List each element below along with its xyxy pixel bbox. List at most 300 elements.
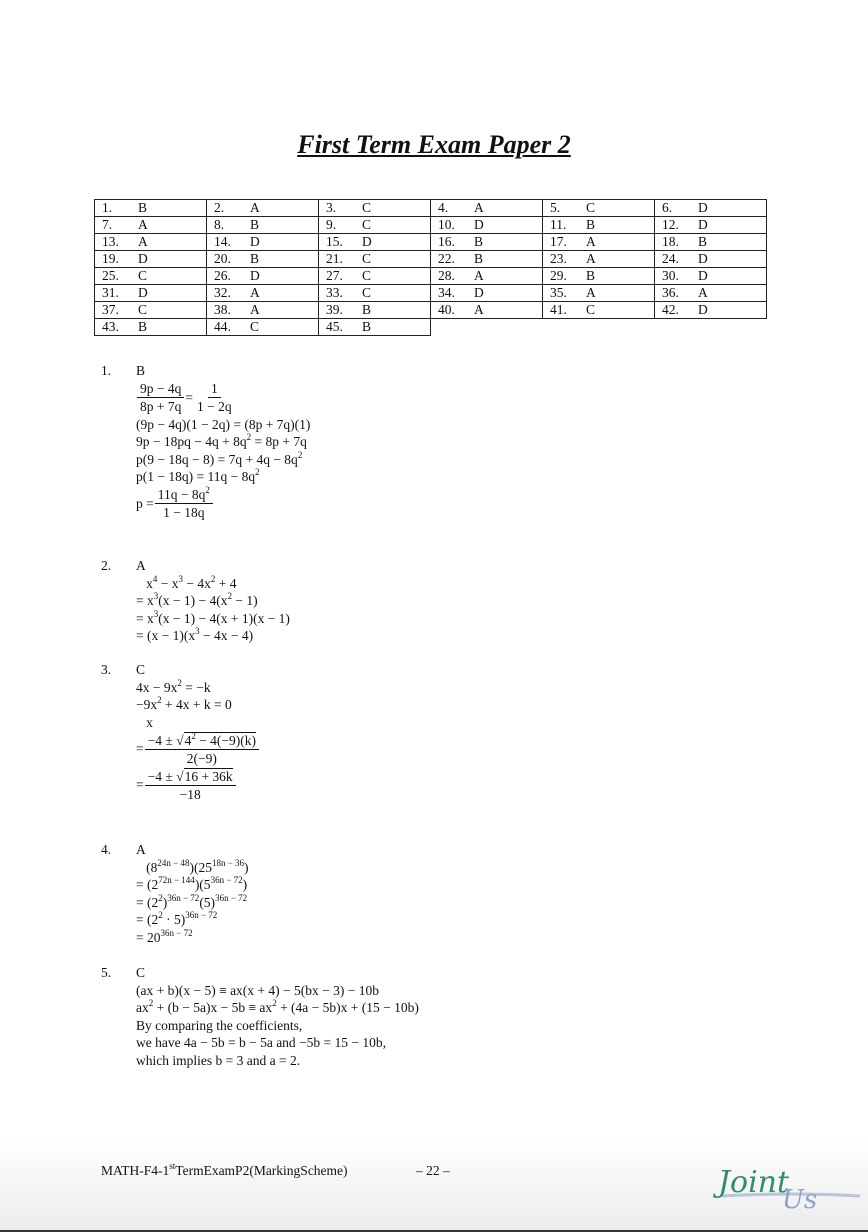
question-number: 7. bbox=[102, 217, 113, 232]
jointus-logo bbox=[712, 1160, 862, 1210]
question-number: 28. bbox=[438, 268, 455, 283]
answer-cell bbox=[543, 302, 655, 319]
answer-cell bbox=[543, 200, 655, 217]
fraction-prefix: = bbox=[136, 777, 144, 792]
answer-row bbox=[95, 234, 767, 251]
superscript: 4 bbox=[152, 573, 158, 584]
answer-cell bbox=[655, 217, 767, 234]
answer-letter: B bbox=[586, 268, 596, 283]
answer-row bbox=[95, 285, 767, 302]
math-text: = 8p + 7q bbox=[251, 434, 307, 449]
denominator bbox=[137, 398, 184, 415]
answer-letter: B bbox=[250, 217, 260, 232]
math-text: + (b − 5a)x − 5b ≡ ax bbox=[153, 1000, 273, 1015]
solution-number: 1. bbox=[101, 363, 112, 378]
superscript: 36n − 72 bbox=[167, 892, 200, 903]
answer-letter: B bbox=[138, 200, 148, 215]
math-text: + (4a − 5b)x + (15 − 10b) bbox=[276, 1000, 419, 1015]
question-number: 3. bbox=[326, 200, 337, 215]
question-number: 15. bbox=[326, 234, 343, 249]
answer-cell bbox=[319, 285, 431, 302]
working-line bbox=[136, 610, 736, 628]
math-text: 16 + 36k bbox=[184, 768, 233, 784]
working-line bbox=[136, 486, 736, 522]
numerator bbox=[145, 768, 236, 786]
superscript: 36n − 72 bbox=[160, 927, 193, 938]
answer-cell bbox=[655, 302, 767, 319]
working-line bbox=[136, 894, 736, 912]
working-line bbox=[136, 731, 736, 767]
math-text: 1 − 18q bbox=[163, 505, 205, 520]
math-text: (x − 1) − 4(x bbox=[158, 593, 228, 608]
math-text: 4a − 5b = b − 5a bbox=[183, 1035, 273, 1050]
working-line bbox=[136, 1034, 736, 1052]
working-line bbox=[136, 999, 736, 1017]
working-line bbox=[136, 416, 736, 434]
answer-cell bbox=[95, 251, 207, 268]
answer-letter: A bbox=[250, 200, 260, 215]
working-line bbox=[136, 929, 736, 947]
answer-cell bbox=[95, 319, 207, 336]
math-text: · 5) bbox=[162, 912, 186, 927]
math-text: p(9 − 18q − 8) = 7q + 4q − 8q bbox=[136, 451, 298, 467]
answer-cell bbox=[543, 234, 655, 251]
answer-letter: D bbox=[138, 251, 148, 266]
question-number: 38. bbox=[214, 302, 231, 317]
answer-cell bbox=[207, 251, 319, 268]
answer-cell bbox=[655, 234, 767, 251]
answer-letter: A bbox=[138, 217, 148, 232]
superscript: 36n − 72 bbox=[215, 892, 248, 903]
answer-cell bbox=[655, 268, 767, 285]
superscript: 2 bbox=[148, 998, 154, 1008]
answer-letter: D bbox=[474, 217, 484, 232]
denominator bbox=[184, 750, 220, 767]
question-number: 26. bbox=[214, 268, 231, 283]
answer-letter: D bbox=[698, 302, 708, 317]
plain-text: and bbox=[272, 1035, 300, 1050]
empty-cell bbox=[543, 319, 655, 336]
answer-letter: D bbox=[698, 200, 708, 215]
answer-letter: B bbox=[698, 234, 708, 249]
answer-cell bbox=[95, 217, 207, 234]
math-text: x bbox=[136, 575, 153, 591]
question-number: 13. bbox=[102, 234, 119, 249]
question-number: 1. bbox=[102, 200, 113, 215]
question-number: 44. bbox=[214, 319, 231, 334]
answer-cell bbox=[319, 251, 431, 268]
answer-letter: A bbox=[586, 285, 596, 300]
math-text: + 4x + k = 0 bbox=[161, 697, 232, 712]
working-line bbox=[136, 451, 736, 469]
solution-answer: C bbox=[136, 662, 146, 677]
question-number: 6. bbox=[662, 200, 673, 215]
answer-cell bbox=[319, 217, 431, 234]
solution-number: 2. bbox=[101, 558, 112, 573]
answer-key-table bbox=[94, 199, 767, 336]
math-text: − 4x bbox=[183, 575, 211, 591]
working-line bbox=[136, 767, 736, 803]
superscript: 2 bbox=[177, 677, 182, 688]
answer-letter: C bbox=[138, 302, 148, 317]
answer-cell bbox=[431, 285, 543, 302]
answer-letter: A bbox=[586, 234, 596, 249]
answer-cell bbox=[95, 285, 207, 302]
answer-cell bbox=[207, 234, 319, 251]
superscript: 3 bbox=[178, 573, 183, 584]
solution-body bbox=[136, 557, 736, 645]
answer-letter: B bbox=[362, 302, 372, 317]
denominator bbox=[194, 398, 235, 415]
solution-body bbox=[136, 362, 736, 522]
working-line: By comparing the coefficients, bbox=[136, 1017, 303, 1033]
math-text: −5b = 15 − 10b bbox=[299, 1035, 383, 1050]
solution-body bbox=[136, 661, 736, 803]
math-text: 4x − 9x bbox=[136, 679, 178, 695]
fraction-prefix: = bbox=[136, 741, 144, 756]
math-text: ) bbox=[162, 894, 168, 910]
solution-answer: A bbox=[136, 558, 146, 573]
question-number: 4. bbox=[438, 200, 449, 215]
answer-letter: D bbox=[362, 234, 372, 249]
question-number: 27. bbox=[326, 268, 343, 283]
answer-cell bbox=[207, 285, 319, 302]
superscript: 2 bbox=[158, 910, 163, 920]
math-text: 1 bbox=[210, 381, 218, 396]
question-number: 35. bbox=[550, 285, 567, 300]
question-number: 11. bbox=[550, 217, 567, 232]
answer-letter: A bbox=[138, 234, 148, 249]
fraction bbox=[145, 732, 259, 767]
answer-cell bbox=[543, 217, 655, 234]
answer-cell bbox=[543, 268, 655, 285]
answer-letter: C bbox=[586, 200, 596, 215]
question-number: 19. bbox=[102, 251, 119, 266]
question-number: 40. bbox=[438, 302, 455, 317]
plain-text: which implies bbox=[136, 1052, 216, 1068]
solution-body bbox=[136, 841, 736, 946]
empty-cell bbox=[655, 319, 767, 336]
answer-row bbox=[95, 217, 767, 234]
math-text: = x bbox=[136, 610, 154, 626]
denominator bbox=[177, 786, 204, 803]
numerator bbox=[145, 732, 259, 750]
question-number: 21. bbox=[326, 251, 343, 266]
solution-answer: B bbox=[136, 363, 146, 378]
math-text: (x − 1) − 4(x + 1)(x − 1) bbox=[158, 610, 290, 626]
math-text: 1 − 2q bbox=[197, 399, 232, 414]
working-line bbox=[136, 592, 736, 610]
solution-answer: C bbox=[136, 965, 146, 980]
math-text: 4 bbox=[184, 732, 192, 748]
superscript: 2 bbox=[205, 485, 210, 495]
superscript: 24n − 48 bbox=[157, 857, 190, 868]
answer-letter: D bbox=[698, 217, 708, 232]
answer-cell bbox=[319, 200, 431, 217]
math-text: ) bbox=[242, 877, 248, 892]
fraction bbox=[194, 380, 235, 415]
working-line bbox=[136, 714, 736, 732]
answer-letter: D bbox=[698, 268, 708, 283]
question-number: 9. bbox=[326, 217, 337, 232]
math-text: ax bbox=[136, 1000, 149, 1015]
answer-cell bbox=[431, 268, 543, 285]
question-number: 23. bbox=[550, 251, 567, 266]
math-text: (9p − 4q)(1 − 2q) = (8p + 7q)(1) bbox=[136, 416, 311, 432]
question-number: 16. bbox=[438, 234, 455, 249]
answer-row bbox=[95, 319, 767, 336]
answer-letter: A bbox=[250, 302, 260, 317]
answer-cell bbox=[319, 302, 431, 319]
math-text: ) bbox=[244, 859, 249, 875]
answer-letter: C bbox=[362, 268, 372, 283]
math-text: − 4x − 4) bbox=[199, 628, 254, 643]
plain-text: , bbox=[382, 1035, 387, 1050]
answer-letter: C bbox=[362, 200, 372, 215]
answer-letter: A bbox=[586, 251, 596, 266]
working-line bbox=[136, 679, 736, 697]
solution-body bbox=[136, 964, 736, 1069]
superscript: 2 bbox=[272, 998, 277, 1008]
answer-row bbox=[95, 302, 767, 319]
math-text: b = 3 bbox=[215, 1052, 244, 1068]
question-number: 39. bbox=[326, 302, 343, 317]
math-text: (ax + b)(x − 5) ≡ ax(x + 4) − 5(bx − 3) − 10b bbox=[136, 982, 379, 998]
denominator bbox=[160, 504, 207, 521]
answer-cell bbox=[207, 319, 319, 336]
solution-number: 5. bbox=[101, 965, 112, 980]
plain-text: . bbox=[296, 1052, 301, 1068]
question-number: 5. bbox=[550, 200, 561, 215]
math-text: = 20 bbox=[136, 929, 161, 945]
math-text: = (2 bbox=[136, 877, 159, 892]
question-number: 22. bbox=[438, 251, 455, 266]
answer-letter: C bbox=[362, 217, 372, 232]
answer-letter: C bbox=[138, 268, 148, 283]
footer-code-suffix: TermExamP2(MarkingScheme) bbox=[175, 1163, 348, 1178]
superscript: 2 bbox=[227, 591, 232, 601]
answer-cell bbox=[207, 200, 319, 217]
answer-cell bbox=[95, 302, 207, 319]
equals-sign: = bbox=[185, 389, 193, 405]
math-text: 2(−9) bbox=[186, 750, 217, 766]
footer-document-code bbox=[101, 1163, 348, 1179]
square-root bbox=[184, 768, 233, 784]
math-text: −4 ± √ bbox=[147, 768, 184, 784]
answer-cell bbox=[431, 251, 543, 268]
footer-code-sup: st bbox=[169, 1161, 176, 1171]
answer-letter: B bbox=[586, 217, 596, 232]
answer-letter: D bbox=[250, 234, 260, 249]
math-text: 8p + 7q bbox=[140, 399, 182, 414]
answer-cell bbox=[655, 251, 767, 268]
superscript: 2 bbox=[157, 695, 162, 705]
svg-text:Joint: Joint bbox=[718, 1165, 790, 1200]
answer-cell bbox=[95, 234, 207, 251]
answer-letter: C bbox=[586, 302, 596, 317]
question-number: 20. bbox=[214, 251, 231, 266]
answer-letter: D bbox=[138, 285, 148, 300]
numerator bbox=[137, 380, 184, 398]
answer-cell bbox=[431, 217, 543, 234]
answer-letter: D bbox=[250, 268, 260, 283]
math-text: = −k bbox=[181, 679, 211, 695]
plain-text: and bbox=[243, 1052, 270, 1068]
question-number: 42. bbox=[662, 302, 679, 317]
working-line bbox=[136, 982, 736, 1000]
math-text: + 4 bbox=[215, 575, 237, 591]
page-number: – 22 – bbox=[416, 1163, 450, 1178]
answer-cell bbox=[207, 302, 319, 319]
math-text: − 1) bbox=[231, 593, 258, 608]
svg-text:Us: Us bbox=[782, 1185, 818, 1210]
question-number: 33. bbox=[326, 285, 343, 300]
numerator bbox=[155, 486, 213, 504]
math-text: −4 ± √ bbox=[147, 732, 184, 748]
answer-cell bbox=[319, 234, 431, 251]
answer-letter: A bbox=[474, 268, 484, 283]
answer-letter: B bbox=[474, 234, 484, 249]
answer-cell bbox=[207, 268, 319, 285]
question-number: 8. bbox=[214, 217, 225, 232]
superscript: 2 bbox=[246, 432, 252, 442]
math-text: )(5 bbox=[194, 877, 211, 892]
square-root bbox=[184, 732, 256, 748]
working-line bbox=[136, 876, 736, 894]
superscript: 72n − 144 bbox=[158, 875, 195, 885]
math-text: x bbox=[136, 714, 153, 730]
superscript: 36n − 72 bbox=[185, 910, 218, 920]
question-number: 45. bbox=[326, 319, 343, 334]
working-line bbox=[136, 1052, 736, 1070]
math-text: = x bbox=[136, 593, 154, 608]
working-line bbox=[136, 911, 736, 929]
solution-number: 4. bbox=[101, 842, 112, 857]
math-text: )(25 bbox=[189, 859, 212, 875]
answer-letter: D bbox=[474, 285, 484, 300]
answer-row bbox=[95, 200, 767, 217]
answer-letter: C bbox=[362, 251, 372, 266]
answer-letter: B bbox=[362, 319, 372, 334]
answer-letter: D bbox=[698, 251, 708, 266]
question-number: 25. bbox=[102, 268, 119, 283]
plain-text: we have bbox=[136, 1035, 184, 1050]
math-text: − 4(−9)(k) bbox=[195, 732, 257, 748]
answer-letter: B bbox=[138, 319, 148, 334]
question-number: 24. bbox=[662, 251, 679, 266]
answer-cell bbox=[543, 251, 655, 268]
math-text: = (x − 1)(x bbox=[136, 628, 196, 643]
footer-code-prefix: MATH-F4-1 bbox=[101, 1163, 170, 1178]
math-text: −9x bbox=[136, 697, 158, 712]
question-number: 2. bbox=[214, 200, 225, 215]
math-text: (5) bbox=[199, 894, 216, 910]
answer-letter: A bbox=[250, 285, 260, 300]
answer-cell bbox=[543, 285, 655, 302]
fraction bbox=[137, 380, 184, 415]
empty-cell bbox=[431, 319, 543, 336]
answer-cell bbox=[431, 302, 543, 319]
answer-cell bbox=[95, 268, 207, 285]
working-line bbox=[136, 433, 736, 451]
solution-answer: A bbox=[136, 842, 146, 857]
fraction bbox=[145, 768, 236, 803]
numerator bbox=[208, 380, 221, 398]
question-number: 43. bbox=[102, 319, 119, 334]
question-number: 12. bbox=[662, 217, 679, 232]
math-text: 9p − 18pq − 4q + 8q bbox=[136, 434, 247, 449]
answer-letter: A bbox=[474, 302, 484, 317]
fraction bbox=[155, 486, 213, 521]
question-number: 14. bbox=[214, 234, 231, 249]
fraction-prefix: p = bbox=[136, 495, 154, 511]
question-number: 29. bbox=[550, 268, 567, 283]
question-number: 37. bbox=[102, 302, 119, 317]
question-number: 32. bbox=[214, 285, 231, 300]
question-number: 31. bbox=[102, 285, 119, 300]
answer-cell bbox=[655, 200, 767, 217]
superscript: 2 bbox=[255, 467, 260, 477]
math-text: = (2 bbox=[136, 894, 159, 910]
superscript: 3 bbox=[153, 608, 159, 619]
working-line bbox=[136, 468, 736, 486]
question-number: 41. bbox=[550, 302, 567, 317]
working-line bbox=[136, 575, 736, 593]
math-text: (8 bbox=[136, 859, 158, 875]
superscript: 2 bbox=[210, 573, 216, 584]
superscript: 18n − 36 bbox=[211, 857, 245, 868]
working-line bbox=[136, 859, 736, 877]
page-title: First Term Exam Paper 2 bbox=[297, 130, 571, 159]
answer-letter: B bbox=[250, 251, 260, 266]
answer-cell bbox=[319, 319, 431, 336]
working-line bbox=[136, 696, 736, 714]
working-line bbox=[136, 380, 736, 416]
math-text: − x bbox=[157, 575, 179, 591]
question-number: 10. bbox=[438, 217, 455, 232]
superscript: 3 bbox=[195, 626, 200, 636]
question-number: 34. bbox=[438, 285, 455, 300]
answer-cell bbox=[431, 234, 543, 251]
working-line bbox=[136, 627, 736, 645]
math-text: −18 bbox=[179, 786, 201, 802]
math-text: p(1 − 18q) = 11q − 8q bbox=[136, 469, 256, 484]
solution-number: 3. bbox=[101, 662, 112, 677]
superscript: 3 bbox=[153, 591, 159, 601]
question-number: 18. bbox=[662, 234, 679, 249]
math-text: a = 2 bbox=[269, 1052, 297, 1068]
answer-cell bbox=[655, 285, 767, 302]
question-number: 36. bbox=[662, 285, 679, 300]
answer-letter: C bbox=[250, 319, 260, 334]
superscript: 2 bbox=[158, 892, 163, 903]
answer-cell bbox=[207, 217, 319, 234]
question-number: 30. bbox=[662, 268, 679, 283]
superscript: 36n − 72 bbox=[210, 875, 243, 885]
answer-letter: B bbox=[474, 251, 484, 266]
answer-letter: A bbox=[698, 285, 708, 300]
answer-row bbox=[95, 251, 767, 268]
answer-cell bbox=[319, 268, 431, 285]
superscript: 2 bbox=[297, 449, 303, 460]
answer-row bbox=[95, 268, 767, 285]
superscript: 2 bbox=[191, 730, 196, 741]
answer-cell bbox=[431, 200, 543, 217]
question-number: 17. bbox=[550, 234, 567, 249]
answer-cell bbox=[95, 200, 207, 217]
math-text: 9p − 4q bbox=[140, 381, 182, 396]
answer-letter: A bbox=[474, 200, 484, 215]
